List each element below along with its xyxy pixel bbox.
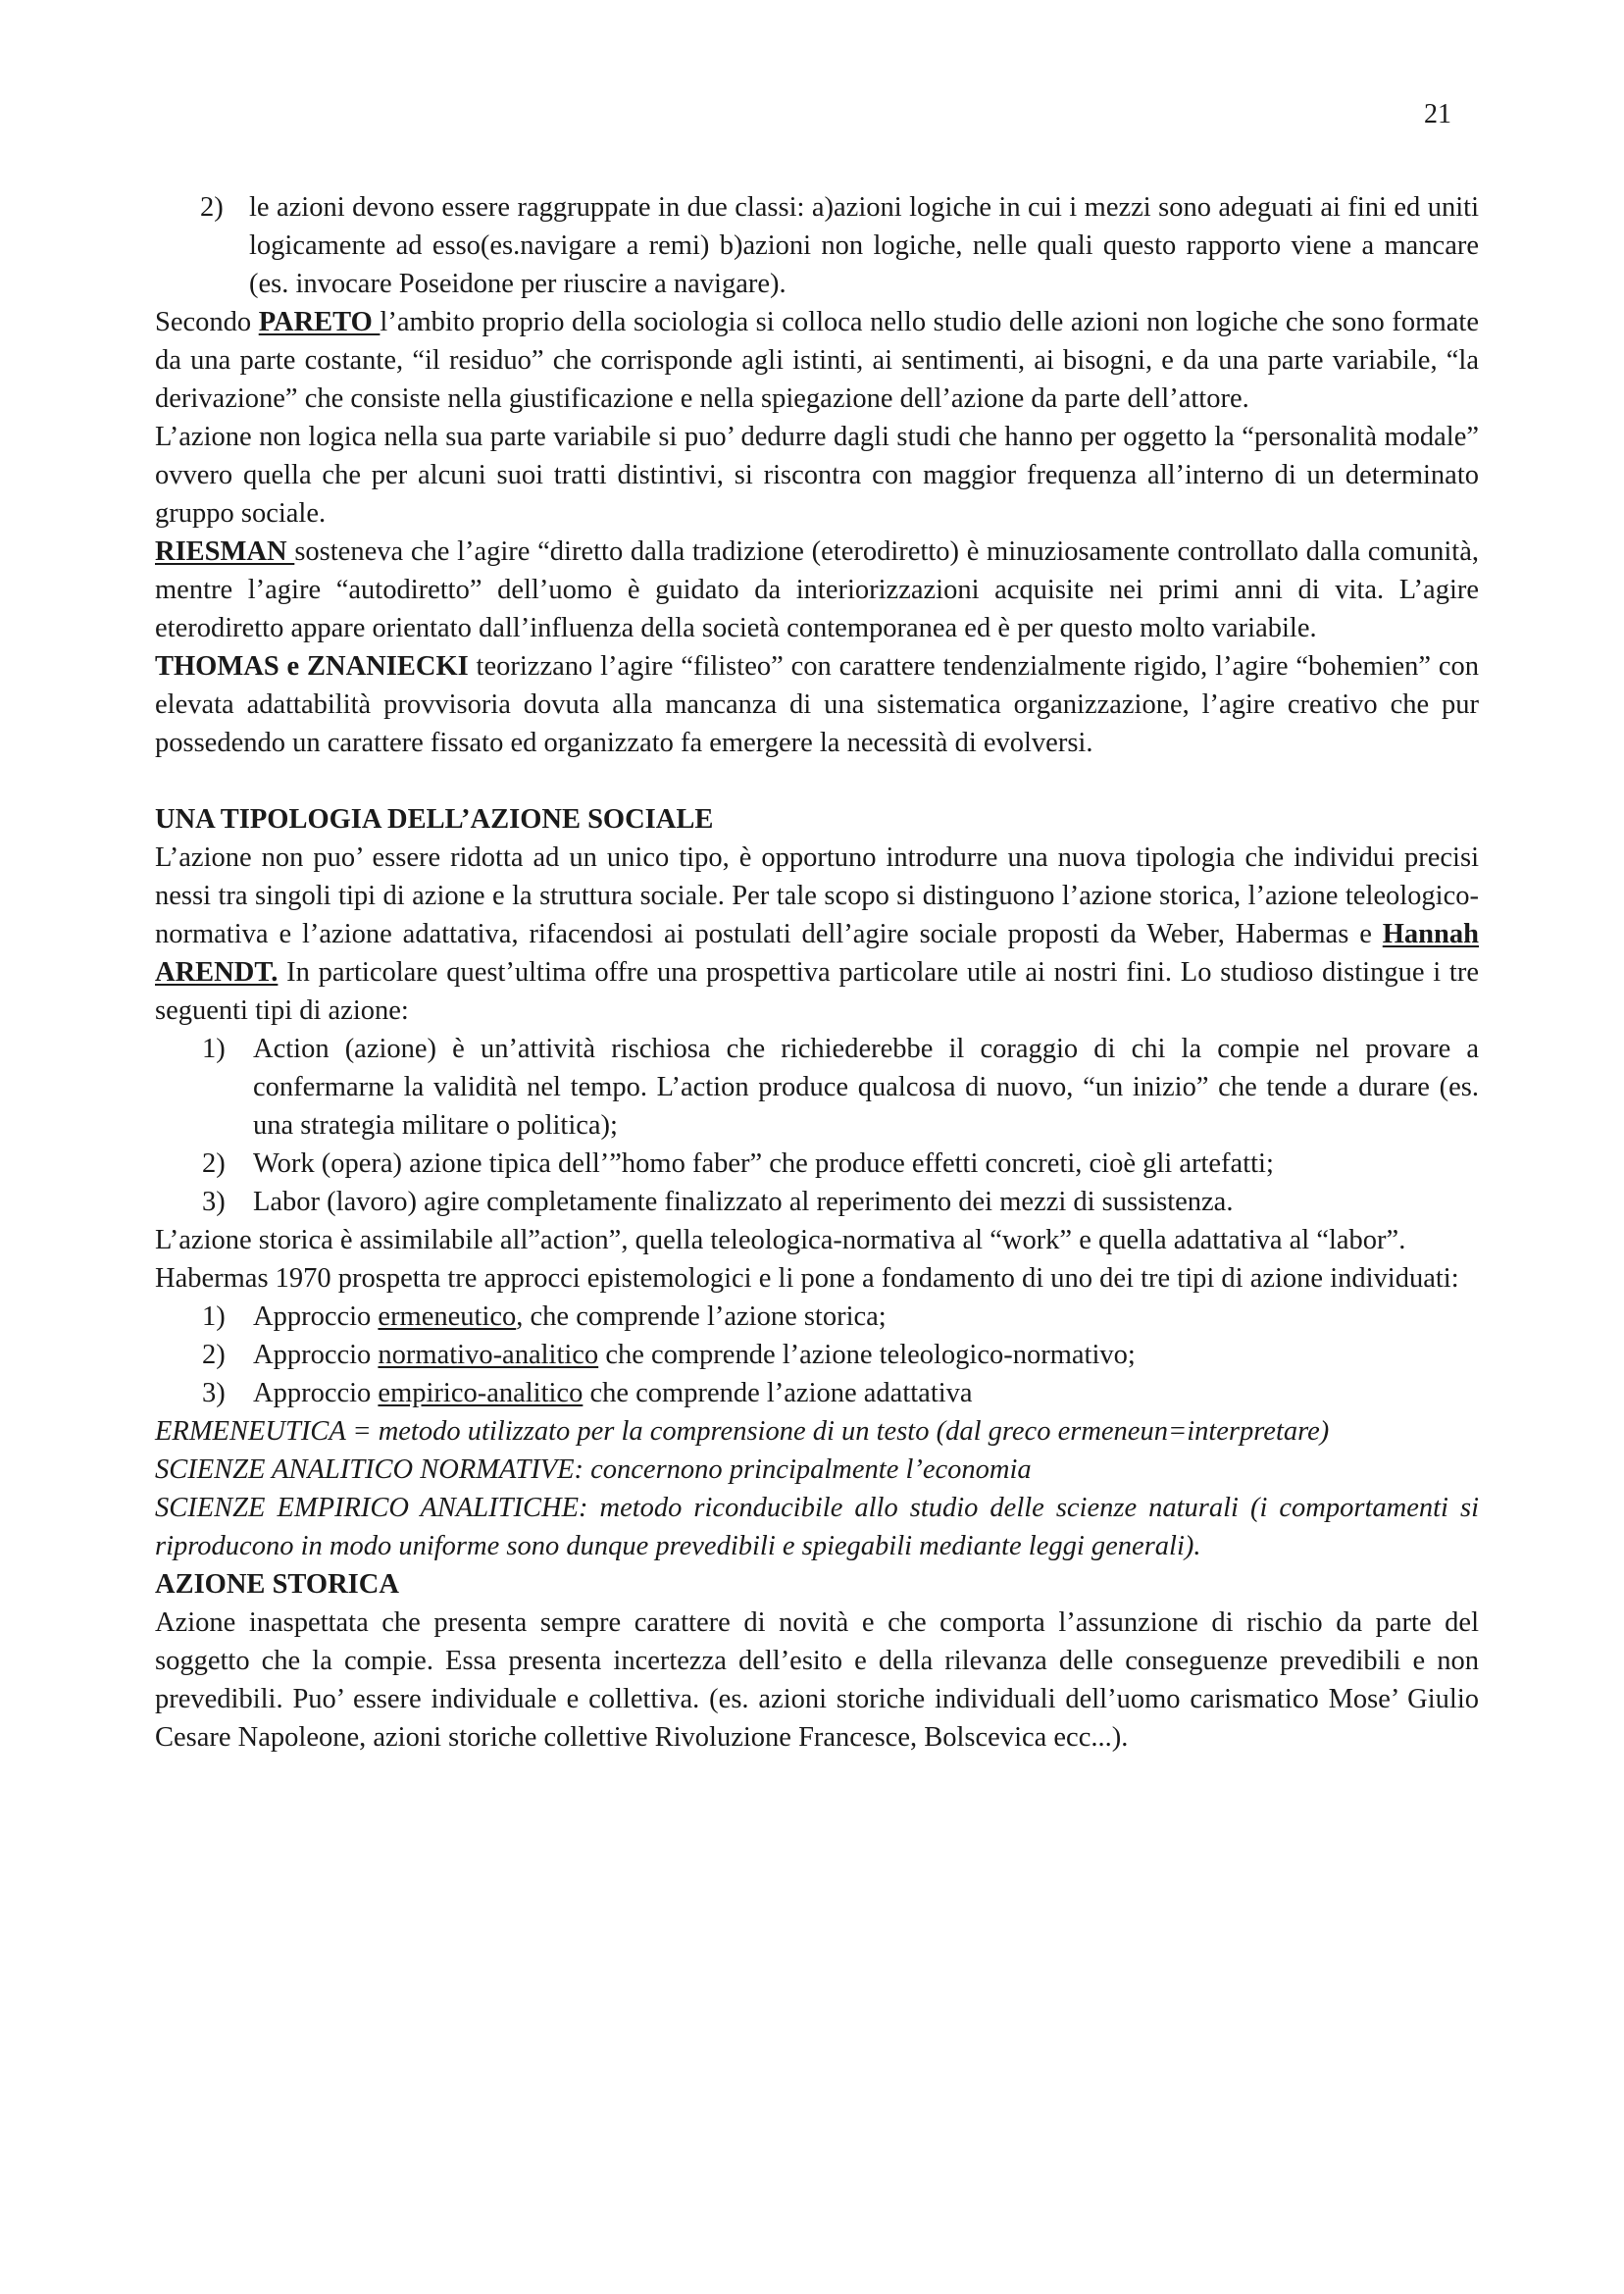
page-body xyxy=(155,188,1479,1757)
term-empirico-analitico: empirico-analitico xyxy=(378,1378,584,1408)
list-number: 2) xyxy=(200,192,224,223)
paragraph-azione-non-logica: L’azione non logica nella sua parte variabile si puo’ dedurre dagli studi che hanno per oggetto la “personalità modale” ovvero quella che per alcuni suoi tratti distintivi, si riscontra con maggior frequenza all’interno di un determinato gruppo sociale. xyxy=(155,422,1479,529)
list-item-2 xyxy=(155,188,1479,303)
list-number: 1) xyxy=(202,1301,226,1332)
definition-ermeneutica: ERMENEUTICA = metodo utilizzato per la comprensione di un testo (dal greco ermeneun=interpretare) xyxy=(155,1416,1330,1447)
list-item-work xyxy=(155,1145,1479,1183)
list-number: 3) xyxy=(202,1187,226,1217)
paragraph-thomas xyxy=(155,647,1479,762)
list-text xyxy=(253,1336,1479,1374)
list-pre: Approccio xyxy=(253,1301,379,1332)
list-pre: Approccio xyxy=(253,1378,379,1408)
list-number: 3) xyxy=(202,1378,226,1408)
page-number: 21 xyxy=(1424,99,1451,129)
heading-tipologia: UNA TIPOLOGIA DELL’AZIONE SOCIALE xyxy=(155,804,714,835)
list-number: 1) xyxy=(202,1034,226,1064)
list-number: 2) xyxy=(202,1148,226,1179)
habermas-list xyxy=(155,1298,1479,1412)
term-normativo-analitico: normativo-analitico xyxy=(378,1340,599,1370)
list-post: che comprende l’azione teleologico-normativo; xyxy=(598,1340,1136,1370)
list-pre: Approccio xyxy=(253,1340,379,1370)
arendt-list xyxy=(155,1030,1479,1221)
name-thomas-znaniecki: THOMAS e ZNANIECKI xyxy=(155,651,469,682)
list-text: Action (azione) è un’attività rischiosa che richiederebbe il coraggio di chi la compie nel provare a confermarne la validità nel tempo. L’action produce qualcosa di nuovo, “un inizio” che tende a durare (es. una strategia militare o politica); xyxy=(253,1034,1479,1141)
name-riesman: RIESMAN xyxy=(155,536,295,567)
definition-empirico-analitiche: SCIENZE EMPIRICO ANALITICHE: metodo riconducibile allo studio delle scienze naturali (i comportamenti si riproducono in modo uniforme sono dunque prevedibili e spiegabili mediante leggi generali). xyxy=(155,1493,1479,1561)
spacer xyxy=(155,762,1479,800)
list-text: Work (opera) azione tipica dell’”homo faber” che produce effetti concreti, cioè gli artefatti; xyxy=(253,1148,1274,1179)
list-item-labor xyxy=(155,1183,1479,1221)
tipologia-pre: L’azione non puo’ essere ridotta ad un unico tipo, è opportuno introdurre una nuova tipologia che individui precisi nessi tra singoli tipi di azione e la struttura sociale. Per tale scopo si distinguono l’azione storica, l’azione teleologico-normativa e l’azione adattativa, rifacendosi ai postulati dell’agire sociale proposti da Weber, Habermas e xyxy=(155,842,1479,949)
list-text xyxy=(253,1374,1479,1412)
riesman-text: sosteneva che l’agire “diretto dalla tradizione (eterodiretto) è minuziosamente controllato dalla comunità, mentre l’agire “autodiretto” dell’uomo è guidato da interiorizzazioni acquisite nei primi anni di vita. L’agire eterodiretto appare orientato dall’influenza della società contemporanea ed è per questo molto variabile. xyxy=(155,536,1479,643)
paragraph-pareto xyxy=(155,303,1479,418)
heading-azione-storica: AZIONE STORICA xyxy=(155,1569,399,1600)
term-ermeneutico: ermeneutico xyxy=(378,1301,517,1332)
list-text: Labor (lavoro) agire completamente finalizzato al reperimento dei mezzi di sussistenza. xyxy=(253,1187,1234,1217)
list-item-empirico-analitico xyxy=(155,1374,1479,1412)
list-item-normativo-analitico xyxy=(155,1336,1479,1374)
list-post: che comprende l’azione adattativa xyxy=(583,1378,973,1408)
list-text xyxy=(253,1298,1479,1336)
list-post: , che comprende l’azione storica; xyxy=(516,1301,887,1332)
paragraph-tipologia xyxy=(155,839,1479,1030)
paragraph-storica-assimilabile: L’azione storica è assimilabile all”action”, quella teleologica-normativa al “work” e quella adattativa al “labor”. xyxy=(155,1225,1406,1255)
name-arendt: Hannah ARENDT. xyxy=(155,919,1479,988)
name-pareto: PARETO xyxy=(258,307,381,337)
paragraph-habermas: Habermas 1970 prospetta tre approcci epistemologici e li pone a fondamento di uno dei tre tipi di azione individuati: xyxy=(155,1263,1459,1294)
list-item-ermeneutico xyxy=(155,1298,1479,1336)
pareto-text: l’ambito proprio della sociologia si colloca nello studio delle azioni non logiche che sono formate da una parte costante, “il residuo” che corrisponde agli istinti, ai sentimenti, ai bisogni, e da una parte variabile, “la derivazione” che consiste nella giustificazione e nella spiegazione dell’azione da parte dell’attore. xyxy=(155,307,1479,414)
list-item-action xyxy=(155,1030,1479,1145)
paragraph-riesman xyxy=(155,533,1479,647)
tipologia-post: In particolare quest’ultima offre una prospettiva particolare utile ai nostri fini. Lo studioso distingue i tre seguenti tipi di azione: xyxy=(155,957,1479,1026)
list-text: le azioni devono essere raggruppate in due classi: a)azioni logiche in cui i mezzi sono adeguati ai fini ed uniti logicamente ad esso(es.navigare a remi) b)azioni non logiche, nelle quali questo rapporto viene a mancare (es. invocare Poseidone per riuscire a navigare). xyxy=(249,192,1479,299)
thomas-text: teorizzano l’agire “filisteo” con carattere tendenzialmente rigido, l’agire “bohemien” con elevata adattabilità provvisoria dovuta alla mancanza di una sistematica organizzazione, l’agire creativo che pur possedendo un carattere fissato ed organizzato fa emergere la necessità di evolversi. xyxy=(155,651,1479,758)
pareto-pre: Secondo xyxy=(155,307,259,337)
list-number: 2) xyxy=(202,1340,226,1370)
definition-analitico-normative: SCIENZE ANALITICO NORMATIVE: concernono principalmente l’economia xyxy=(155,1454,1032,1485)
paragraph-azione-storica: Azione inaspettata che presenta sempre carattere di novità e che comporta l’assunzione di rischio da parte del soggetto che la compie. Essa presenta incertezza dell’esito e della rilevanza delle conseguenze prevedibili e non prevedibili. Puo’ essere individuale e collettiva. (es. azioni storiche individuali dell’uomo carismatico Mose’ Giulio Cesare Napoleone, azioni storiche collettive Rivoluzione Francesce, Bolscevica ecc...). xyxy=(155,1607,1479,1753)
